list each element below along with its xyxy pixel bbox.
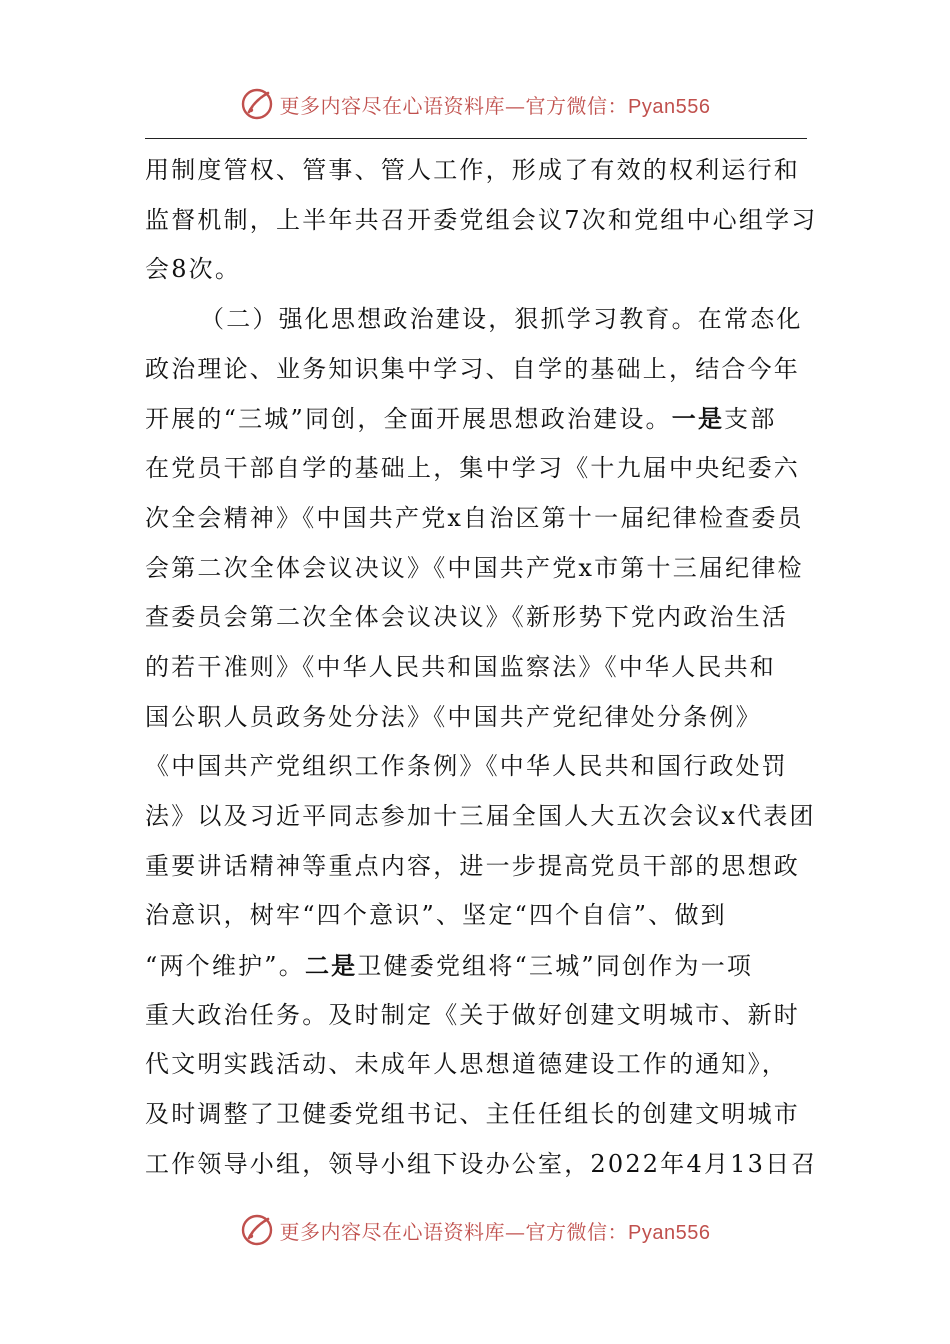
quill-logo-icon [240, 1213, 274, 1247]
text-run: 支部 [724, 405, 777, 434]
text-line [145, 693, 807, 743]
text-run: 会第二次全体会议决议》《中国共产党x市第十三届纪律检 [145, 553, 804, 582]
text-run: 监督机制，上半年共召开委党组会议7次和党组中心组学习 [145, 205, 818, 234]
text-run: 会8次。 [145, 255, 242, 284]
text-run: （二）强化思想政治建设，狠抓学习教育。在常态化 [200, 305, 803, 334]
text-run: 用制度管权、管事、管人工作，形成了有效的权利运行和 [145, 156, 800, 184]
quill-logo-icon [240, 87, 274, 121]
text-line [145, 941, 807, 991]
header-divider [145, 138, 807, 139]
text-run: 法》以及习近平同志参加十三届全国人大五次会议x代表团 [145, 801, 816, 830]
text-run: 开展的“三城”同创，全面开展思想政治建设。 [145, 405, 672, 434]
header-watermark [0, 84, 950, 124]
text-line [145, 295, 807, 345]
text-line [145, 792, 816, 842]
text-run: 代文明实践活动、未成年人思想道德建设工作的通知》， [145, 1050, 788, 1079]
watermark-text: 更多内容尽在心语资料库—官方微信：Pyan556 [279, 93, 711, 118]
text-line [145, 1090, 807, 1140]
text-run: 在党员干部自学的基础上，集中学习《十九届中央纪委六 [145, 454, 800, 483]
text-line [145, 1140, 818, 1190]
text-line [145, 991, 807, 1041]
text-run: 卫健委党组将“三城”同创作为一项 [357, 952, 754, 980]
text-line [145, 444, 807, 494]
text-run: 《中国共产党组织工作条例》《中华人民共和国行政处罚 [145, 752, 788, 781]
text-line [145, 544, 807, 594]
text-run: 的若干准则》《中华人民共和国监察法》《中华人民共和 [145, 652, 776, 681]
text-run: “两个维护”。 [145, 952, 305, 980]
emphasis-text: 二是 [304, 951, 358, 980]
text-run: 次全会精神》《中国共产党x自治区第十一届纪律检查委员 [145, 503, 804, 532]
text-run: 重要讲话精神等重点内容，进一步提高党员干部的思想政 [145, 851, 800, 880]
text-line [145, 394, 807, 444]
text-line [145, 345, 807, 395]
text-line [145, 245, 807, 295]
text-run: 及时调整了卫健委党组书记、主任任组长的创建文明城市 [145, 1100, 800, 1129]
text-line [145, 891, 807, 941]
text-line [145, 494, 807, 544]
text-line [145, 146, 807, 196]
watermark-text: 更多内容尽在心语资料库—官方微信：Pyan556 [279, 1219, 711, 1244]
text-line [145, 742, 807, 792]
text-run: 工作领导小组，领导小组下设办公室，2022年4月13日召 [145, 1149, 818, 1178]
text-run: 国公职人员政务处分法》《中国共产党纪律处分条例》 [145, 702, 762, 731]
text-line [145, 196, 818, 246]
text-run: 查委员会第二次全体会议决议》《新形势下党内政治生活 [145, 603, 788, 632]
text-line [145, 593, 807, 643]
text-run: 政治理论、业务知识集中学习、自学的基础上，结合今年 [145, 354, 800, 383]
emphasis-text: 一是 [671, 404, 725, 434]
text-line [145, 1040, 807, 1090]
footer-watermark [0, 1210, 950, 1250]
text-run: 治意识，树牢“四个意识”、坚定“四个自信”、做到 [145, 901, 727, 930]
text-run: 重大政治任务。及时制定《关于做好创建文明城市、新时 [145, 1000, 800, 1029]
text-line [145, 643, 807, 693]
document-body [145, 146, 818, 1189]
text-line [145, 842, 807, 892]
